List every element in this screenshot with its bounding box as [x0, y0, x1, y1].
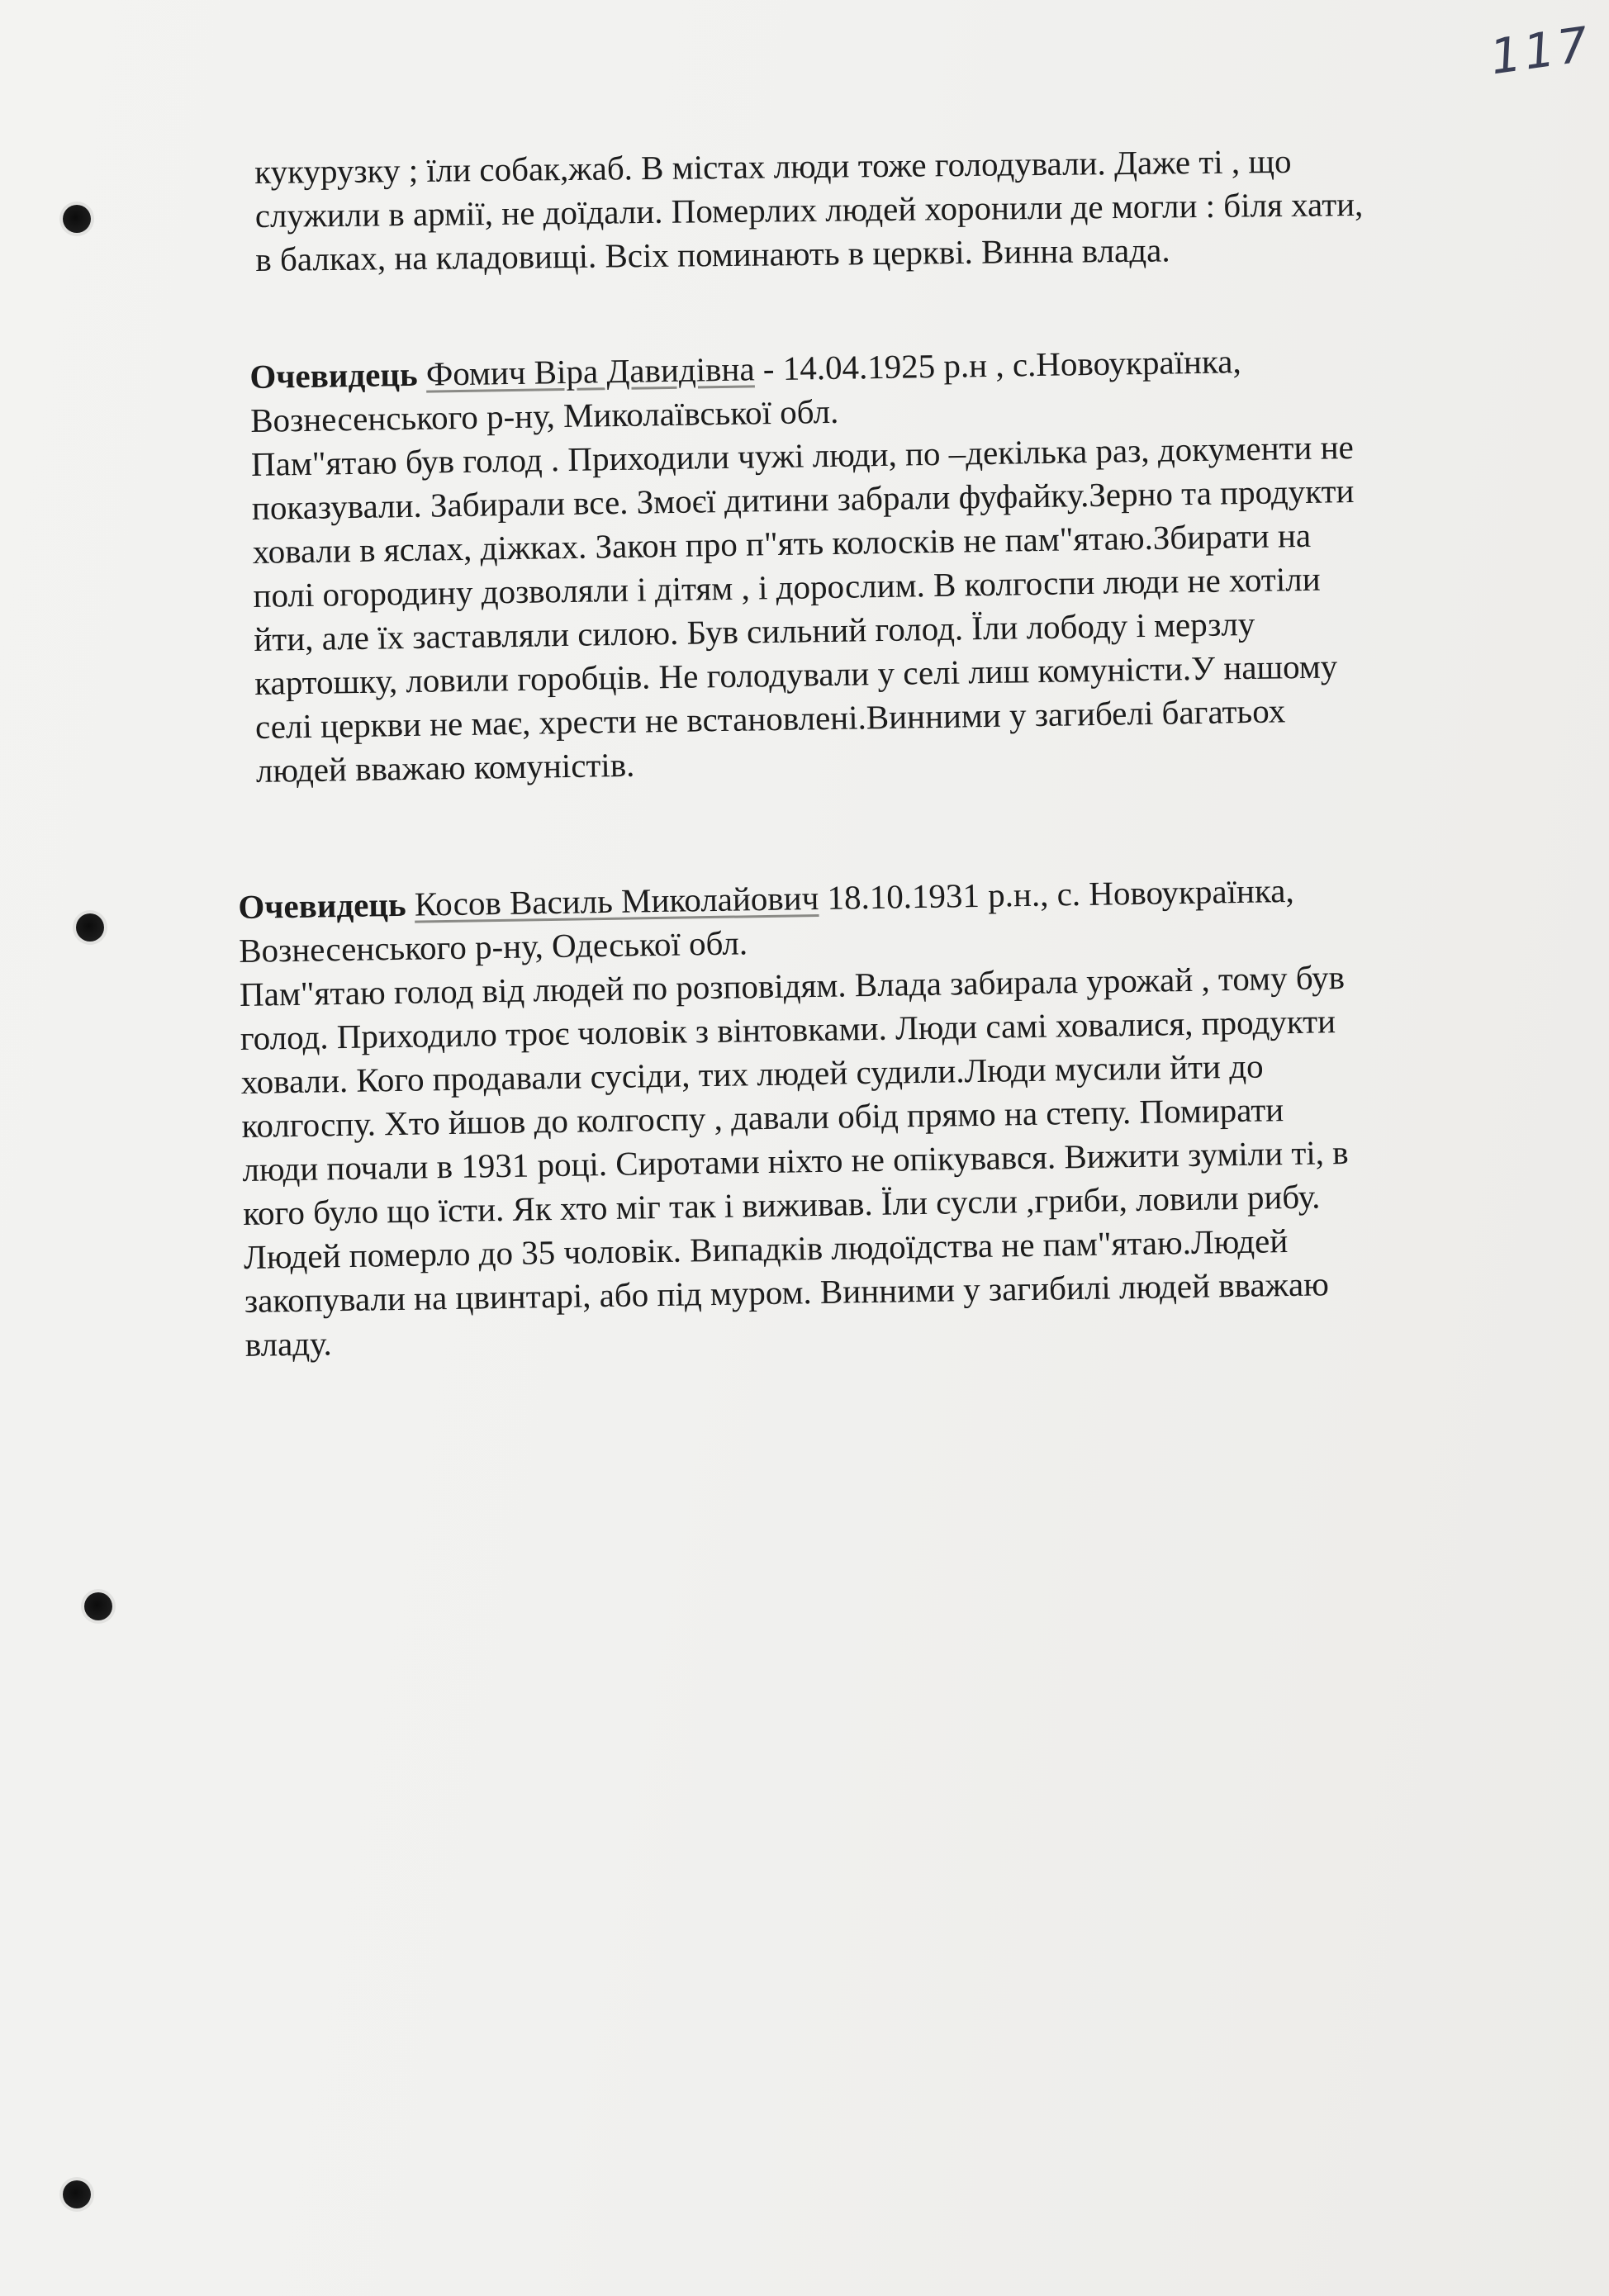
witness-birth-info: 18.10.1931 р.н., с. Новоукраїнка,	[818, 870, 1294, 917]
testimony-line: картошку, ловили горобців. Не голодували у селі лиш комуністи.У нашому	[254, 647, 1338, 702]
witness-location: Вознесенського р-ну, Одеської обл.	[238, 923, 748, 970]
testimony-line: селі церкви не має, хрести не встановлені.Винними у загибелі багатьох	[254, 691, 1286, 746]
text-line: в балках, на кладовищі. Всіх поминають в церкві. Винна влада.	[255, 230, 1170, 278]
testimony-line: полі огородину дозволяли і дітям , і дорослим. В колгоспи люди не хотіли	[253, 559, 1321, 614]
text-line: служили в армії, не доїдали. Померлих людей хоронили де могли : біля хати,	[254, 184, 1364, 235]
testimony-line: людей вважаю комуністів.	[255, 745, 635, 790]
witness-entry-fomych	[249, 338, 1359, 793]
testimony-line: колгоспу. Хто йшов до колгоспу , давали обід прямо на степу. Помирати	[241, 1090, 1284, 1145]
testimony-line: закопували на цвинтарі, або під муром. Винними у загибилі людей вважаю	[244, 1264, 1330, 1320]
witness-label: Очевидець	[249, 354, 418, 396]
witness-name: Косов Василь Миколайович	[414, 878, 819, 923]
testimony-line: голод. Приходило троє чоловік з вінтовками. Люди самі ховалися, продукти	[240, 1002, 1336, 1057]
punch-hole-icon	[84, 1592, 112, 1620]
testimony-line: ховали. Кого продавали сусіди, тих людей судили.Люди мусили йти до	[240, 1046, 1264, 1101]
testimony-line: кого було що їсти. Як хто міг так і виживав. Їли сусли ,гриби, ловили рибу.	[242, 1177, 1321, 1232]
witness-name: Фомич Віра Давидівна	[425, 349, 755, 393]
witness-entry-kosov	[238, 868, 1351, 1367]
handwritten-page-number: 117	[1487, 15, 1595, 86]
punch-hole-icon	[63, 205, 91, 233]
witness-location: Вознесенського р-ну, Миколаївської обл.	[249, 391, 839, 439]
punch-hole-icon	[76, 913, 104, 942]
testimony-line: люди почали в 1931 році. Сиротами ніхто не опікувався. Вижити зуміли ті, в	[242, 1132, 1349, 1188]
testimony-line: Пам"ятаю голод від людей по розповідям. Влада забирала урожай , тому був	[239, 957, 1346, 1013]
testimony-line: йти, але їх заставляли силою. Був сильний голод. Їли лободу і мерзлу	[254, 604, 1255, 658]
testimony-line: Пам"ятаю був голод . Приходили чужі люди, по –декілька раз, документи не	[250, 428, 1355, 483]
text-line: кукурузку ; їли собак,жаб. В містах люди тоже голодували. Даже ті , що	[254, 141, 1292, 191]
witness-birth-info: - 14.04.1925 р.н , с.Новоукраїнка,	[754, 342, 1241, 388]
punch-hole-icon	[63, 2180, 91, 2208]
testimony-line: Людей померло до 35 чоловік. Випадків людоїдства не пам"ятаю.Людей	[243, 1222, 1289, 1276]
testimony-line: ховали в яслах, діжках. Закон про п"ять колосків не пам"ятаю.Збирати на	[252, 515, 1312, 571]
testimony-line: показували. Забирали все. Змоєї дитини забрали фуфайку.Зерно та продукти	[251, 472, 1355, 527]
continuation-paragraph	[254, 139, 1364, 282]
witness-label: Очевидець	[238, 885, 406, 926]
testimony-line: владу.	[244, 1324, 333, 1364]
